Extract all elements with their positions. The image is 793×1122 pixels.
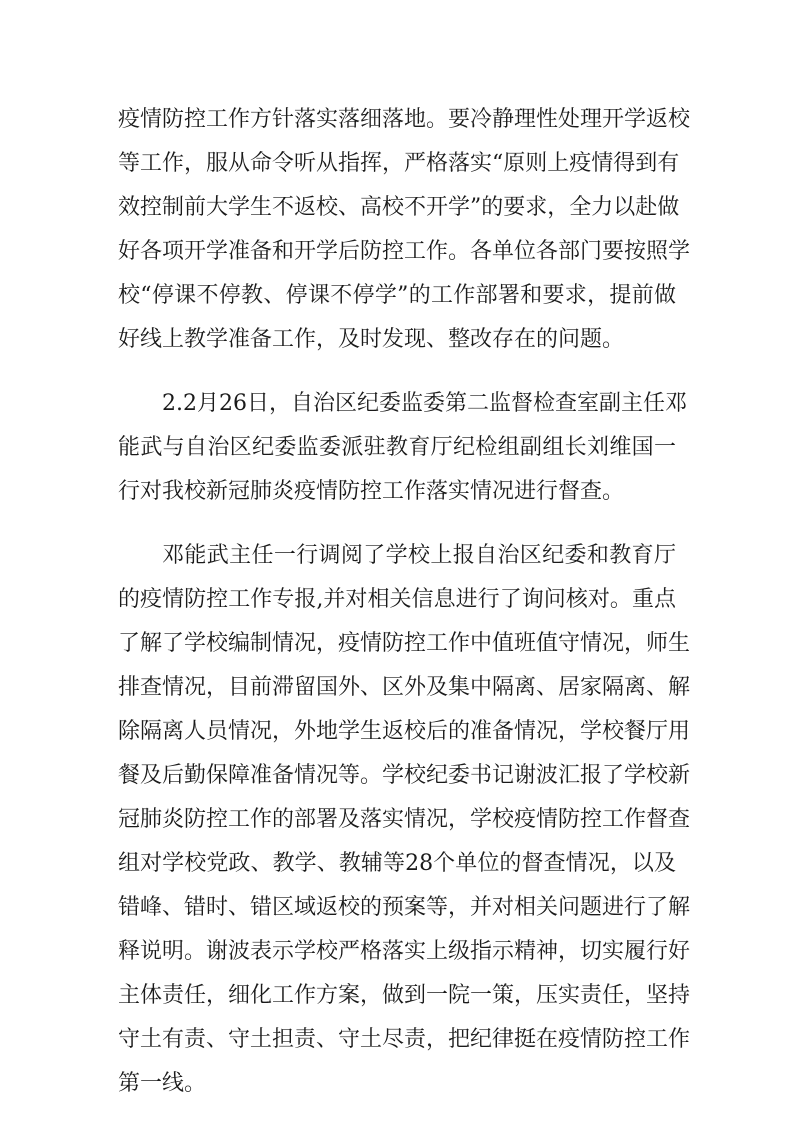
text-line: 2.2月26日，自治区纪委监委第二监督检查室副主任邓 xyxy=(162,391,687,416)
text-line: 除隔离人员情况，外地学生返校后的准备情况，学校餐厅用 xyxy=(118,719,691,744)
paragraph-spacing xyxy=(118,362,676,382)
paragraph-spacing xyxy=(118,514,676,534)
text-line: 组对学校党政、教学、教辅等28个单位的督查情况，以及 xyxy=(118,851,676,876)
paragraph-2 xyxy=(118,382,687,514)
text-line: 餐及后勤保障准备情况等。学校纪委书记谢波汇报了学校新 xyxy=(118,763,691,788)
text-line: 第一线。 xyxy=(118,1071,207,1096)
text-line: 等工作，服从命令听从指挥，严格落实“原则上疫情得到有 xyxy=(118,151,680,176)
paragraph-3 xyxy=(118,534,691,1106)
text-line: 排查情况，目前滞留国外、区外及集中隔离、居家隔离、解 xyxy=(118,675,691,700)
text-line: 效控制前大学生不返校、高校不开学”的要求，全力以赴做 xyxy=(118,195,680,220)
paragraph-1 xyxy=(118,98,691,362)
text-line: 冠肺炎防控工作的部署及落实情况，学校疫情防控工作督查 xyxy=(118,807,691,832)
text-line: 行对我校新冠肺炎疫情防控工作落实情况进行督查。 xyxy=(118,479,625,504)
text-line: 守土有责、守土担责、守土尽责，把纪律挺在疫情防控工作 xyxy=(118,1027,691,1052)
text-line: 能武与自治区纪委监委派驻教育厅纪检组副组长刘维国一 xyxy=(118,435,676,460)
text-line: 主体责任，细化工作方案，做到一院一策，压实责任，坚持 xyxy=(118,983,691,1008)
text-line: 释说明。谢波表示学校严格落实上级指示精神，切实履行好 xyxy=(118,939,691,964)
text-line: 校“停课不停教、停课不停学”的工作部署和要求，提前做 xyxy=(118,283,676,308)
text-line: 的疫情防控工作专报,并对相关信息进行了询问核对。重点 xyxy=(118,587,676,612)
document-body xyxy=(118,98,691,1106)
text-line: 邓能武主任一行调阅了学校上报自治区纪委和教育厅 xyxy=(162,543,676,568)
text-line: 疫情防控工作方针落实落细落地。要冷静理性处理开学返校 xyxy=(118,107,691,132)
text-line: 好线上教学准备工作，及时发现、整改存在的问题。 xyxy=(118,327,625,352)
text-line: 了解了学校编制情况，疫情防控工作中值班值守情况，师生 xyxy=(118,631,691,656)
text-line: 好各项开学准备和开学后防控工作。各单位各部门要按照学 xyxy=(118,239,691,264)
text-line: 错峰、错时、错区域返校的预案等，并对相关问题进行了解 xyxy=(118,895,691,920)
